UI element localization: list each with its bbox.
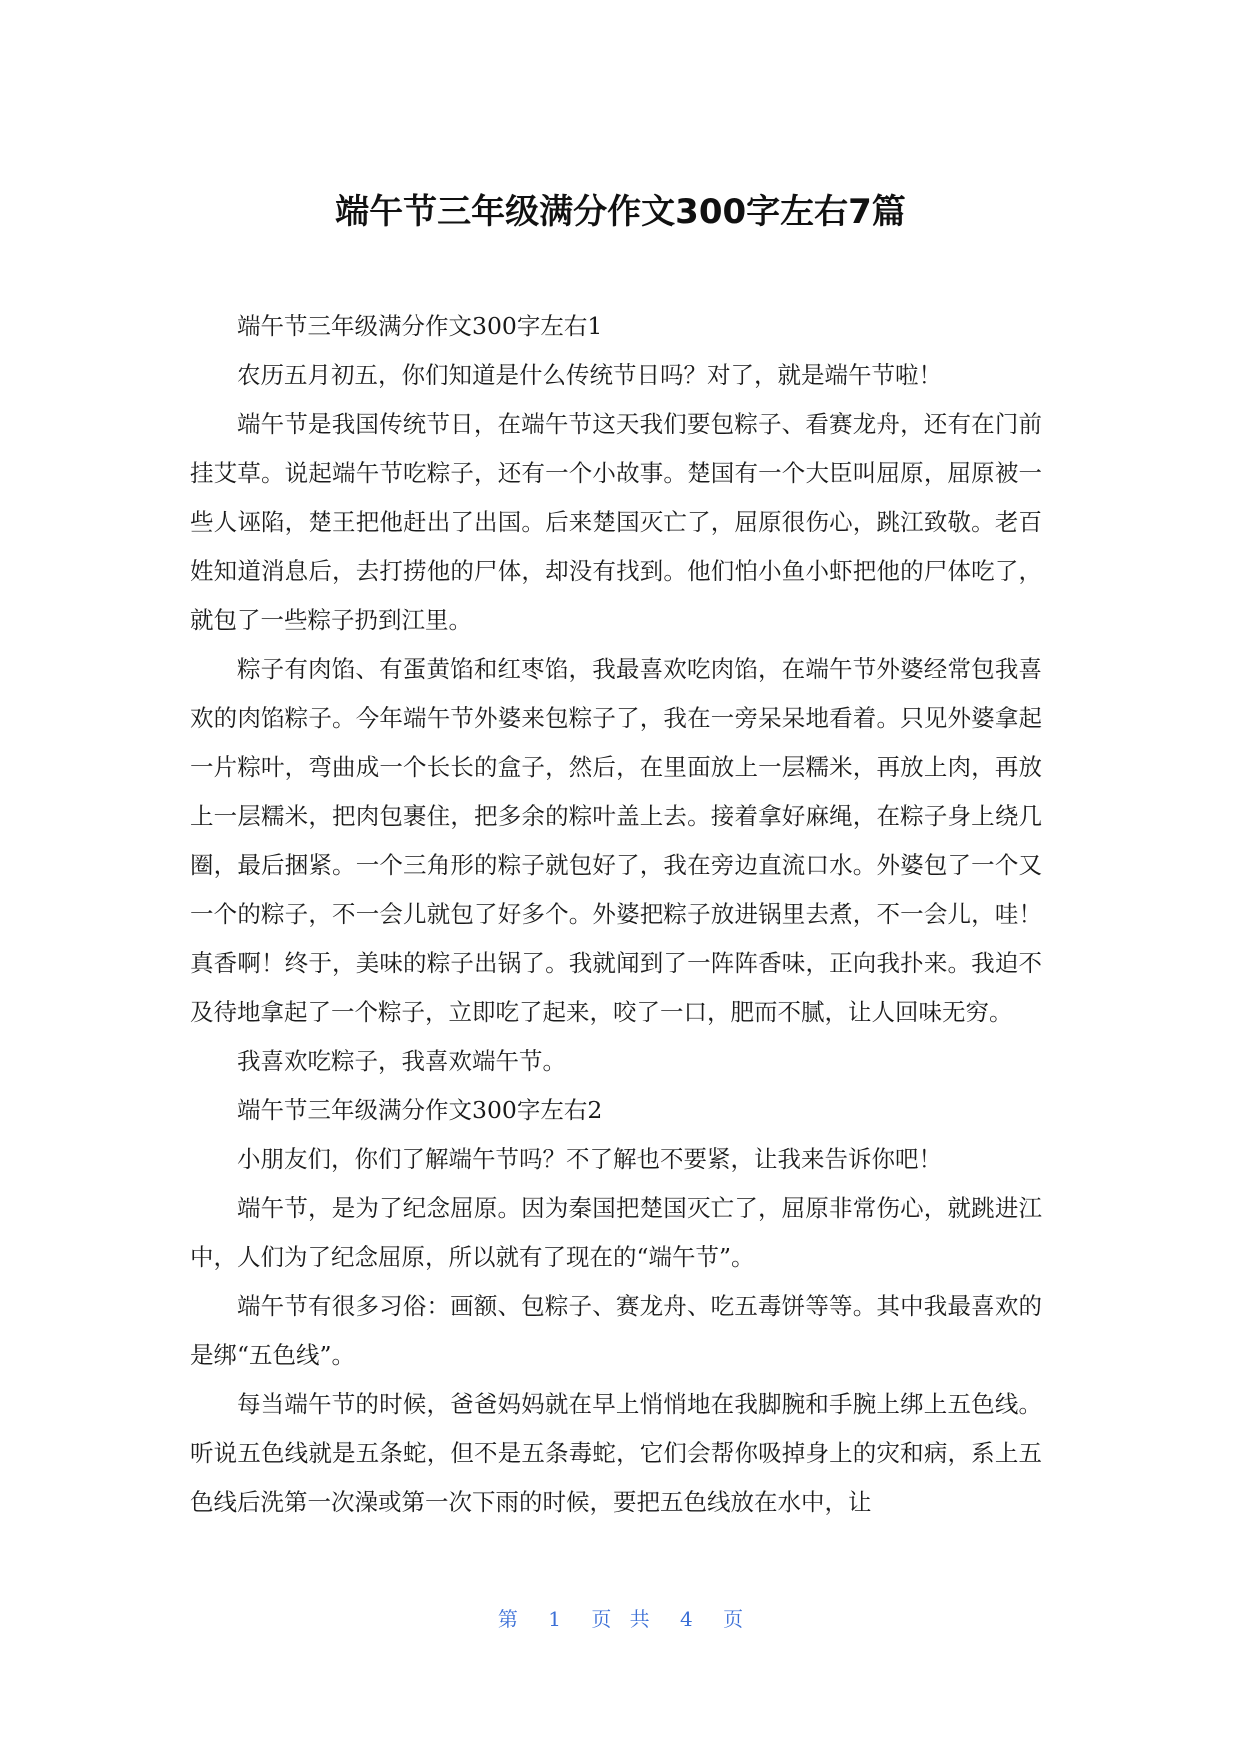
paragraph: 端午节，是为了纪念屈原。因为秦国把楚国灭亡了，屈原非常伤心，就跳进江中，人们为了纪念屈原，所以就有了现在的“端午节”。: [190, 1194, 1042, 1271]
section-heading-2: 端午节三年级满分作文300字左右2: [237, 1096, 603, 1124]
footer-label-of: 页 共: [591, 1607, 650, 1631]
page-footer: [0, 1605, 1241, 1633]
footer-label-page: 第: [497, 1607, 518, 1631]
paragraph: 农历五月初五，你们知道是什么传统节日吗？对了，就是端午节啦！: [237, 361, 942, 389]
paragraph: 端午节是我国传统节日，在端午节这天我们要包粽子、看赛龙舟，还有在门前挂艾草。说起端午节吃粽子，还有一个小故事。楚国有一个大臣叫屈原，屈原被一些人诬陷，楚王把他赶出了出国。后来楚国灭亡了，屈原很伤心，跳江致敬。老百姓知道消息后，去打捞他的尸体，却没有找到。他们怕小鱼小虾把他的尸体吃了，就包了一些粽子扔到江里。: [190, 410, 1042, 634]
paragraph: 小朋友们，你们了解端午节吗？不了解也不要紧，让我来告诉你吧！: [237, 1145, 942, 1173]
paragraph: 每当端午节的时候，爸爸妈妈就在早上悄悄地在我脚腕和手腕上绑上五色线。听说五色线就是五条蛇，但不是五条毒蛇，它们会帮你吸掉身上的灾和病，系上五色线后洗第一次澡或第一次下雨的时候，要把五色线放在水中，让: [190, 1390, 1042, 1516]
document-body: [190, 302, 1042, 1527]
paragraph: 我喜欢吃粽子，我喜欢端午节。: [237, 1047, 566, 1075]
footer-label-pages: 页: [723, 1607, 744, 1631]
footer-current-page: 1: [548, 1607, 561, 1631]
section-heading-1: 端午节三年级满分作文300字左右1: [237, 312, 603, 340]
document-title: 端午节三年级满分作文300字左右7篇: [335, 192, 906, 232]
paragraph: 粽子有肉馅、有蛋黄馅和红枣馅，我最喜欢吃肉馅，在端午节外婆经常包我喜欢的肉馅粽子。今年端午节外婆来包粽子了，我在一旁呆呆地看着。只见外婆拿起一片粽叶，弯曲成一个长长的盒子，然后，在里面放上一层糯米，再放上肉，再放上一层糯米，把肉包裹住，把多余的粽叶盖上去。接着拿好麻绳，在粽子身上绕几圈，最后捆紧。一个三角形的粽子就包好了，我在旁边直流口水。外婆包了一个又一个的粽子，不一会儿就包了好多个。外婆把粽子放进锅里去煮，不一会儿，哇！真香啊！终于，美味的粽子出锅了。我就闻到了一阵阵香味，正向我扑来。我迫不及待地拿起了一个粽子，立即吃了起来，咬了一口，肥而不腻，让人回味无穷。: [190, 655, 1042, 1026]
paragraph: 端午节有很多习俗：画额、包粽子、赛龙舟、吃五毒饼等等。其中我最喜欢的是绑“五色线”。: [190, 1292, 1042, 1369]
footer-total-pages: 4: [680, 1607, 693, 1631]
